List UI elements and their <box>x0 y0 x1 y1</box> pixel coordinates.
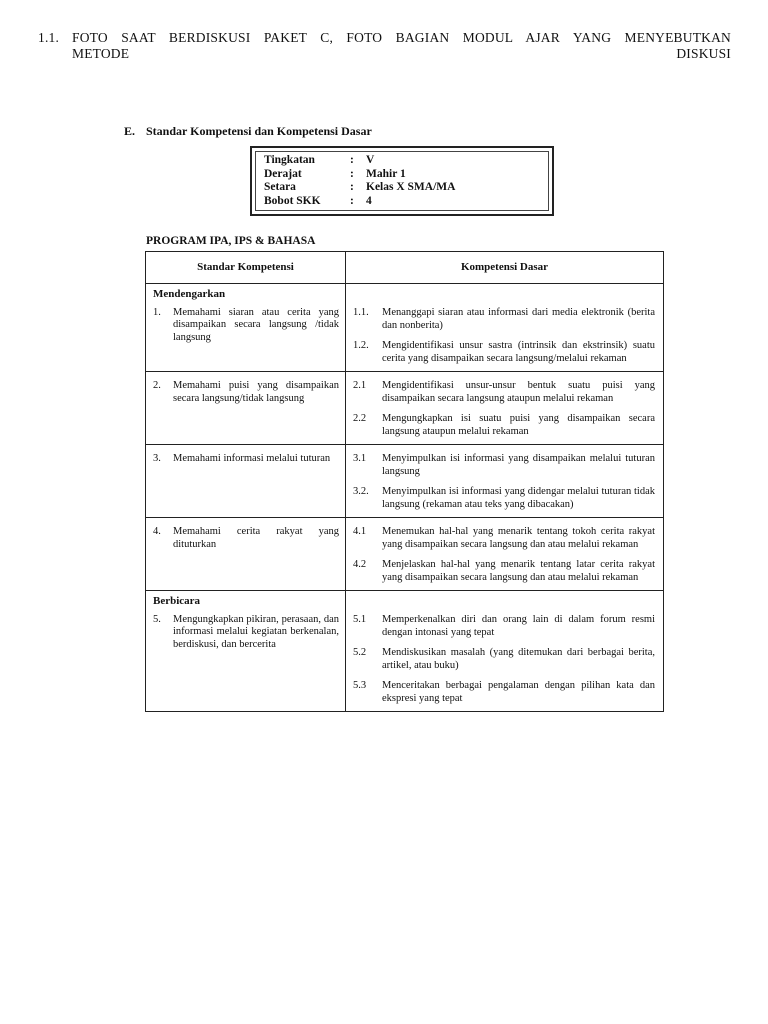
info-value: Mahir 1 <box>366 167 406 180</box>
kd-number: 3.1 <box>353 453 367 464</box>
program-title: PROGRAM IPA, IPS & BAHASA <box>146 235 316 247</box>
standard-number: 5. <box>153 613 161 625</box>
kd-number: 2.1 <box>353 380 367 391</box>
section-letter: E. <box>124 124 136 138</box>
basic-competency-cell <box>346 445 664 518</box>
info-value: V <box>366 154 375 166</box>
table-header-row <box>146 252 664 284</box>
heading-line-2-left: METODE <box>72 46 130 61</box>
list-item <box>353 307 655 332</box>
info-row: Bobot SKK : 4 <box>264 194 372 207</box>
kd-number: 4.1 <box>353 526 367 537</box>
basic-competency-cell <box>346 372 664 445</box>
column-header-standar: Standar Kompetensi <box>146 252 346 284</box>
standard-cell <box>146 445 346 518</box>
standard-cell <box>146 591 346 712</box>
list-item <box>353 486 655 511</box>
standard-cell <box>146 372 346 445</box>
kd-text: Memperkenalkan diri dan orang lain di dalam forum resmi dengan intonasi yang tepat <box>382 614 655 638</box>
kd-text: Mengidentifikasi unsur-unsur bentuk suatu puisi yang disampaikan secara langsung ataupun melalui rekaman <box>382 380 655 404</box>
list-item <box>353 559 655 584</box>
standard-number: 4. <box>153 526 161 537</box>
kd-text: Menemukan hal-hal yang menarik tentang tokoh cerita rakyat yang disampaikan secara langsung dan atau melalui rekaman <box>382 526 655 550</box>
info-row: Tingkatan : V <box>264 154 375 166</box>
section-title-text: Standar Kompetensi dan Kompetensi Dasar <box>146 124 372 138</box>
level-info-box <box>250 146 554 216</box>
info-value: Kelas X SMA/MA <box>366 181 456 193</box>
kd-number: 4.2 <box>353 559 367 570</box>
list-item <box>353 614 655 639</box>
standard-cell <box>146 518 346 591</box>
kd-number: 5.1 <box>353 614 367 625</box>
kd-text: Menyimpulkan isi informasi yang disampaikan melalui tuturan langsung <box>382 453 655 477</box>
heading-line-2-right: DISKUSI <box>676 46 731 61</box>
info-value: 4 <box>366 194 372 207</box>
kd-number: 5.2 <box>353 647 367 658</box>
list-item <box>353 647 655 672</box>
standard-number: 2. <box>153 380 161 391</box>
standard-text: Memahami informasi melalui tuturan <box>173 453 331 464</box>
standard-number: 1. <box>153 306 161 318</box>
kd-number: 1.2. <box>353 340 369 351</box>
info-key: Derajat <box>264 167 302 180</box>
table-row <box>146 518 664 591</box>
list-item <box>353 680 655 705</box>
table-row <box>146 591 664 712</box>
info-row: Derajat : Mahir 1 <box>264 167 406 180</box>
list-item <box>353 340 655 365</box>
basic-competency-cell <box>346 284 664 372</box>
competency-table <box>145 251 664 712</box>
table-row <box>146 372 664 445</box>
list-item <box>353 380 655 405</box>
kd-text: Menanggapi siaran atau informasi dari media elektronik (berita dan nonberita) <box>382 307 655 331</box>
standard-text: Mengungkapkan pikiran, perasaan, dan informasi melalui kegiatan berkenalan, berdiskusi, dan bercerita <box>173 613 339 650</box>
standard-text: Memahami puisi yang disampaikan secara langsung/tidak langsung <box>173 380 339 404</box>
info-row: Setara : Kelas X SMA/MA <box>264 181 456 193</box>
group-label: Berbicara <box>153 595 201 607</box>
section-title <box>124 124 372 139</box>
basic-competency-cell <box>346 591 664 712</box>
standard-text: Memahami siaran atau cerita yang disampaikan secara langsung /tidak langsung <box>173 306 339 343</box>
heading-line-1: FOTO SAAT BERDISKUSI PAKET C, FOTO BAGIAN MODUL AJAR YANG MENYEBUTKAN <box>72 30 731 45</box>
kd-number: 2.2 <box>353 413 367 424</box>
info-key: Setara <box>264 181 296 193</box>
standard-text: Memahami cerita rakyat yang dituturkan <box>173 526 339 550</box>
kd-text: Menyimpulkan isi informasi yang didengar melalui tuturan tidak langsung (rekaman atau teks yang dibacakan) <box>382 486 655 510</box>
standard-number: 3. <box>153 453 161 464</box>
list-item <box>353 413 655 438</box>
table-row <box>146 445 664 518</box>
kd-text: Mengungkapkan isi suatu puisi yang disampaikan secara langsung ataupun melalui rekaman <box>382 413 655 437</box>
kd-number: 1.1. <box>353 307 369 318</box>
list-item <box>353 526 655 551</box>
kd-number: 5.3 <box>353 680 367 691</box>
table-row <box>146 284 664 372</box>
kd-text: Mengidentifikasi unsur sastra (intrinsik dan ekstrinsik) suatu cerita yang disampaikan secara langsung/melalui rekaman <box>382 340 655 364</box>
info-key: Bobot SKK <box>264 194 321 207</box>
list-item <box>353 453 655 478</box>
info-key: Tingkatan <box>264 154 315 166</box>
kd-text: Menceritakan berbagai pengalaman dengan pilihan kata dan ekspresi yang tepat <box>382 680 655 704</box>
standard-cell <box>146 284 346 372</box>
column-header-kompetensi: Kompetensi Dasar <box>346 252 664 284</box>
heading-number: 1.1. <box>38 30 60 45</box>
kd-number: 3.2. <box>353 486 369 497</box>
basic-competency-cell <box>346 518 664 591</box>
kd-text: Mendiskusikan masalah (yang ditemukan dari berbagai berita, artikel, atau buku) <box>382 647 655 671</box>
kd-text: Menjelaskan hal-hal yang menarik tentang latar cerita rakyat yang disampaikan secara langsung dan atau melalui rekaman <box>382 559 655 583</box>
group-label: Mendengarkan <box>153 288 226 300</box>
